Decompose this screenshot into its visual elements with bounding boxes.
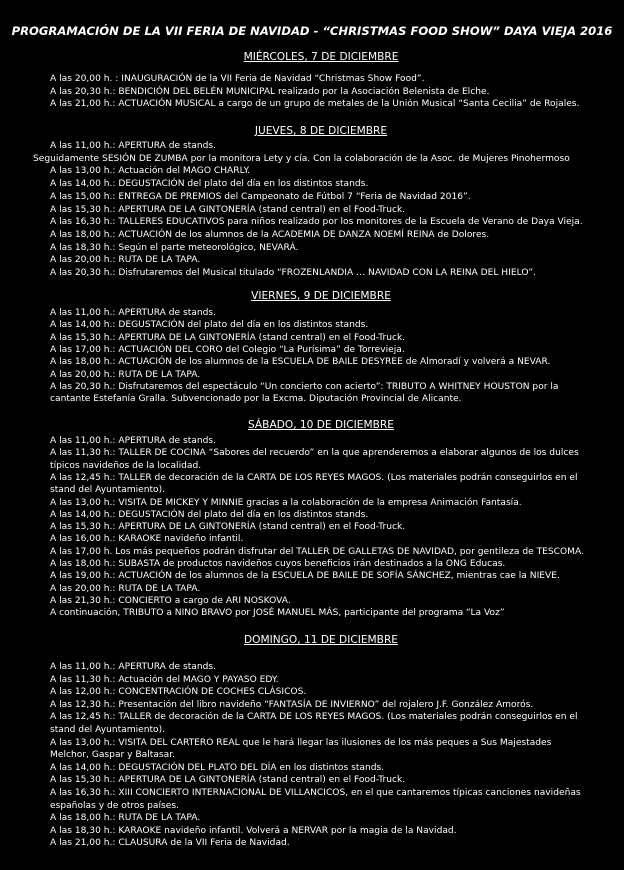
schedule-line: A las 20,30 h.: Disfrutaremos del Musical titulado “FROZENLANDIA … NAVIDAD CON LA REINA DEL HIELO”.: [50, 268, 536, 278]
schedule-line: A las 12,30 h.: Presentación del libro navideño “FANTASÍA DE INVIERNO” del rojalero J.F. González Amorós.: [50, 699, 534, 710]
schedule-line: A las 11,00 h.: APERTURA de stands.: [50, 436, 217, 446]
schedule-line: A las 21,00 h.: ACTUACIÓN MUSICAL a cargo de un grupo de metales de la Unión Musical “Santa Cecilia” de Rojales.: [50, 99, 580, 110]
schedule-line: A las 15,30 h.: APERTURA DE LA GINTONERÍA (stand central) en el Food-Truck.: [50, 332, 406, 343]
schedule-line: A las 21,30 h.: CONCIERTO a cargo de ARI NOSKOVA.: [50, 595, 291, 606]
schedule-line: A las 11,00 h.: APERTURA de stands.: [50, 308, 217, 318]
day-heading: MIÉRCOLES, 7 DE DICIEMBRE: [243, 51, 399, 63]
schedule-line: A las 18,00 h.: RUTA DE LA TAPA.: [50, 813, 201, 824]
schedule-line: A las 15,00 h.: ENTREGA DE PREMIOS del Campeonato de Fútbol 7 “Feria de Navidad 2016”.: [50, 191, 471, 202]
schedule-line: A las 20,00 h.: RUTA DE LA TAPA.: [50, 255, 201, 266]
schedule-line: A las 11,30 h.: TALLER DE COCINA “Sabores del recuerdo” en la que aprenderemos a elaborar algunos de los dulces: [50, 448, 579, 459]
schedule-line: A las 12,00 h.: CONCENTRACIÓN DE COCHES CLÁSICOS.: [50, 687, 307, 698]
day-heading: JUEVES, 8 DE DICIEMBRE: [254, 125, 388, 137]
schedule-line: Melchor, Gaspar y Baltasar.: [50, 750, 175, 761]
schedule-line: A continuación, TRIBUTO a NINO BRAVO por JOSÉ MANUEL MÁS, participante del programa “La Voz”: [50, 608, 505, 619]
schedule-line: A las 12,45 h.: TALLER de decoración de la CARTA DE LOS REYES MAGOS. (Los materiales podrán conseguirlos en el: [50, 712, 578, 723]
schedule-line: A las 11,00 h.: APERTURA de stands.: [50, 141, 217, 151]
schedule-line: A las 14,00 h.: DEGUSTACIÓN DEL PLATO DEL DÍA en los distintos stands.: [50, 762, 385, 773]
schedule-line: A las 11,00 h.: APERTURA de stands.: [50, 662, 217, 672]
schedule-line: A las 18,00 h.: ACTUACIÓN de los alumnos de la ESCUELA DE BAILE DESYREE de Almoradí y volverá a NEVAR.: [50, 357, 551, 368]
schedule-line: A las 16,30 h.: XIII CONCIERTO INTERNACIONAL DE VILLANCICOS, en el que cantaremos típicas canciones navideñas: [50, 788, 581, 798]
schedule-line: típicos navideños de la localidad.: [50, 460, 202, 471]
schedule-line: A las 18,00 h.: ACTUACIÓN de los alumnos de la ACADEMIA DE DANZA NOEMÍ REINA de Dolores.: [50, 229, 490, 240]
schedule-line: A las 11,30 h.: Actuación del MAGO Y PAYASO EDY.: [50, 674, 279, 685]
schedule-line: A las 16,30 h.: TALLERES EDUCATIVOS para niños realizado por los monitores de la Escuela de Verano de Daya Vieja.: [50, 217, 583, 228]
schedule-line: A las 15,30 h.: APERTURA DE LA GINTONERÍA (stand central) en el Food-Truck.: [50, 522, 406, 533]
schedule-line: A las 20,00 h.: RUTA DE LA TAPA.: [50, 369, 201, 380]
schedule-line: A las 20,30 h.: Disfrutaremos del espectáculo “Un concierto con acierto”: TRIBUTO A WHITNEY HOUSTON por la: [50, 381, 559, 392]
schedule-line: A las 14,00 h.: DEGUSTACIÓN del plato del día en los distintos stands.: [50, 509, 369, 520]
schedule-line: A las 15,30 h.: APERTURA DE LA GINTONERÍA (stand central) en el Food-Truck.: [50, 204, 406, 215]
schedule-line: stand del Ayuntamiento).: [50, 725, 166, 735]
schedule-line: A las 13,00 h.: VISITA DE MICKEY Y MINNIE gracias a la colaboración de la empresa Animación Fantasía.: [50, 497, 522, 508]
day-heading: DOMINGO, 11 DE DICIEMBRE: [244, 634, 398, 646]
day-heading: VIERNES, 9 DE DICIEMBRE: [251, 290, 391, 302]
day-heading: SÁBADO, 10 DE DICIEMBRE: [248, 419, 394, 431]
schedule-line: A las 16,00 h.: KARAOKE navideño infantil.: [50, 534, 244, 545]
schedule-line: A las 15,30 h.: APERTURA DE LA GINTONERÍA (stand central) en el Food-Truck.: [50, 775, 406, 786]
schedule-line: A las 20,00 h.: RUTA DE LA TAPA.: [50, 583, 201, 594]
document-title: PROGRAMACIÓN DE LA VII FERIA DE NAVIDAD - “CHRISTMAS FOOD SHOW” DAYA VIEJA 2016: [11, 24, 613, 38]
schedule-line: A las 17,00 h.: ACTUACIÓN DEL CORO del Colegio “La Purísima” de Torrevieja.: [50, 344, 405, 355]
schedule-line: A las 18,30 h.: Según el parte meteorológico, NEVARÁ.: [50, 242, 299, 253]
schedule-line: A las 13,00 h.: Actuación del MAGO CHARLY.: [50, 166, 251, 177]
schedule-line: A las 14,00 h.: DEGUSTACIÓN del plato del día en los distintos stands.: [50, 179, 369, 190]
schedule-line: stand del Ayuntamiento).: [50, 485, 166, 496]
schedule-line: españolas y de otros países.: [50, 800, 179, 811]
schedule-line: A las 19,00 h.: ACTUACIÓN de los alumnos de la ESCUELA DE BAILE DE SOFÍA SÁNCHEZ, mientras cae la NIEVE.: [50, 571, 560, 582]
schedule-line: A las 17,00 h. Los más pequeños podrán disfrutar del TALLER DE GALLETAS DE NAVIDAD, por gentileza de TESCOMA.: [50, 546, 584, 557]
schedule-line: A las 20,30 h.: BENDICIÓN DEL BELÉN MUNICIPAL realizado por la Asociación Belenista de Elche.: [50, 86, 490, 97]
schedule-line: cantante Estefanía Gralla. Subvencionado por la Excma. Diputación Provincial de Alicante.: [50, 394, 462, 405]
schedule-line: Seguidamente SESIÓN DE ZUMBA por la monitora Lety y cía. Con la colaboración de la Asoc. de Mujeres Pinohermoso: [33, 153, 570, 164]
schedule-line: A las 18,30 h.: KARAOKE navideño infantil. Volverá a NERVAR por la magia de la Navidad.: [50, 825, 457, 836]
schedule-line: A las 12,45 h.: TALLER de decoración de la CARTA DE LOS REYES MAGOS. (Los materiales podrán conseguirlos en el: [50, 472, 578, 483]
schedule-line: A las 14,00 h.: DEGUSTACIÓN del plato del día en los distintos stands.: [50, 320, 369, 331]
schedule-line: A las 21,00 h.: CLAUSURA de la VII Feria de Navidad.: [50, 838, 290, 849]
schedule-line: A las 20,00 h. : INAUGURACIÓN de la VII Feria de Navidad “Christmas Show Food”.: [50, 74, 425, 84]
schedule-line: A las 13,00 h.: VISITA DEL CARTERO REAL que le hará llegar las ilusiones de los más peques a Sus Majestades: [50, 737, 552, 748]
schedule-line: A las 18,00 h.: SUBASTA de productos navideños cuyos beneficios irán destinados a la ONG Educas.: [50, 559, 506, 569]
